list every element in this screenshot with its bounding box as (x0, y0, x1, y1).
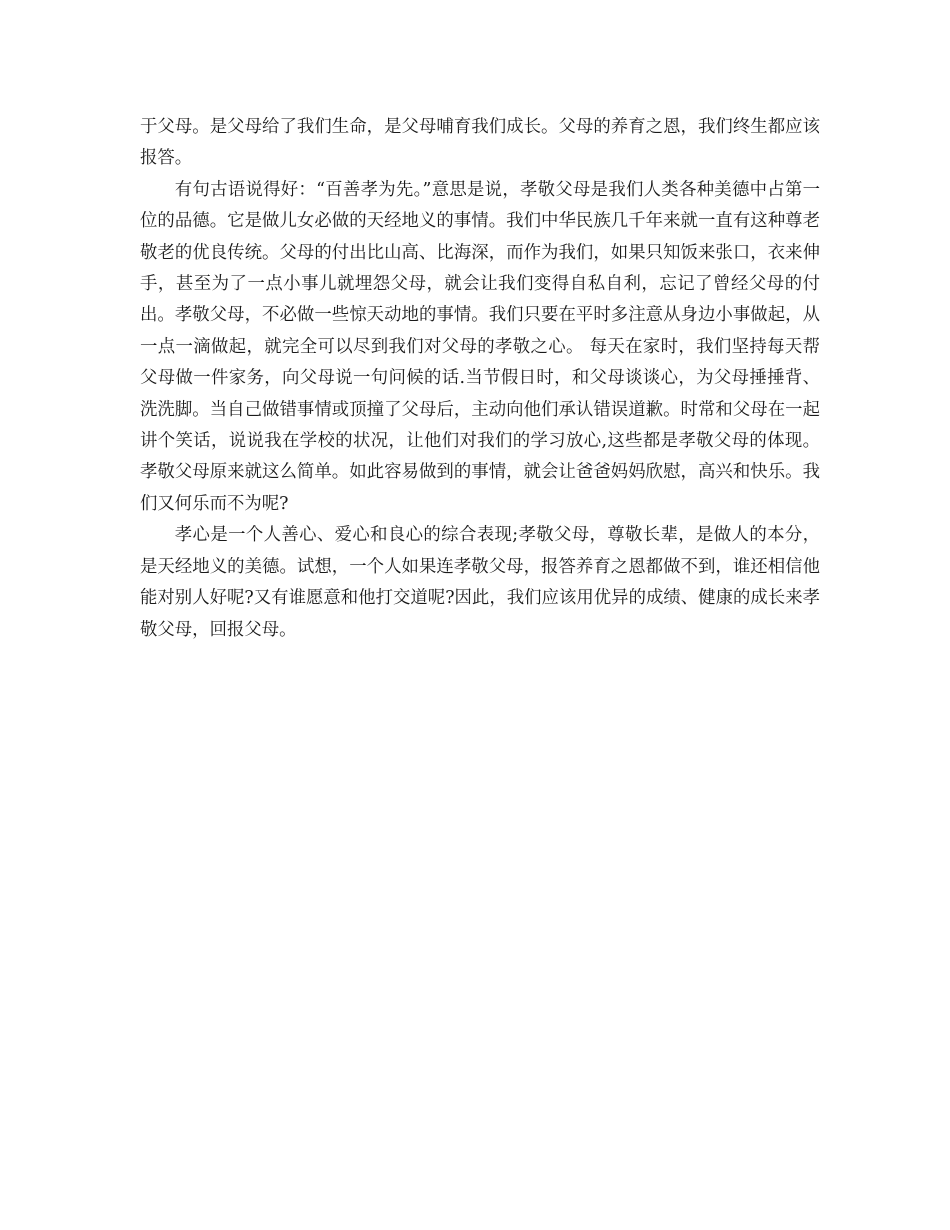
paragraph-continuation: 于父母。是父母给了我们生命，是父母哺育我们成长。父母的养育之恩，我们终生都应该报答。 (140, 117, 820, 169)
paragraph-filial-piety: 有句古语说得好：“百善孝为先。”意思是说，孝敬父母是我们人类各种美德中占第一位的品德。它是做儿女必做的天经地义的事情。我们中华民族几千年来就一直有这种尊老敬老的优良传统。父母的付出比山高、比海深，而作为我们，如果只知饭来张口，衣来伸手，甚至为了一点小事儿就埋怨父母，就会让我们变得自私自利，忘记了曾经父母的付出。孝敬父母，不必做一些惊天动地的事情。我们只要在平时多注意从身边小事做起，从一点一滴做起，就完全可以尽到我们对父母的孝敬之心。 每天在家时，我们坚持每天帮父母做一件家务，向父母说一句问候的话.当节假日时，和父母谈谈心，为父母捶捶背、洗洗脚。当自己做错事情或顶撞了父母后，主动向他们承认错误道歉。时常和父母在一起讲个笑话，说说我在学校的状况，让他们对我们的学习放心,这些都是孝敬父母的体现。 孝敬父母原来就这么简单。如此容易做到的事情，就会让爸爸妈妈欣慰，高兴和快乐。我们又何乐而不为呢? (140, 179, 820, 514)
document-body (140, 112, 820, 646)
paragraph-conclusion: 孝心是一个人善心、爱心和良心的综合表现;孝敬父母，尊敬长辈，是做人的本分，是天经地义的美德。试想，一个人如果连孝敬父母，报答养育之恩都做不到，谁还相信他能对别人好呢?又有谁愿意和他打交道呢?因此，我们应该用优异的成绩、健康的成长来孝敬父母，回报父母。 (140, 525, 820, 640)
